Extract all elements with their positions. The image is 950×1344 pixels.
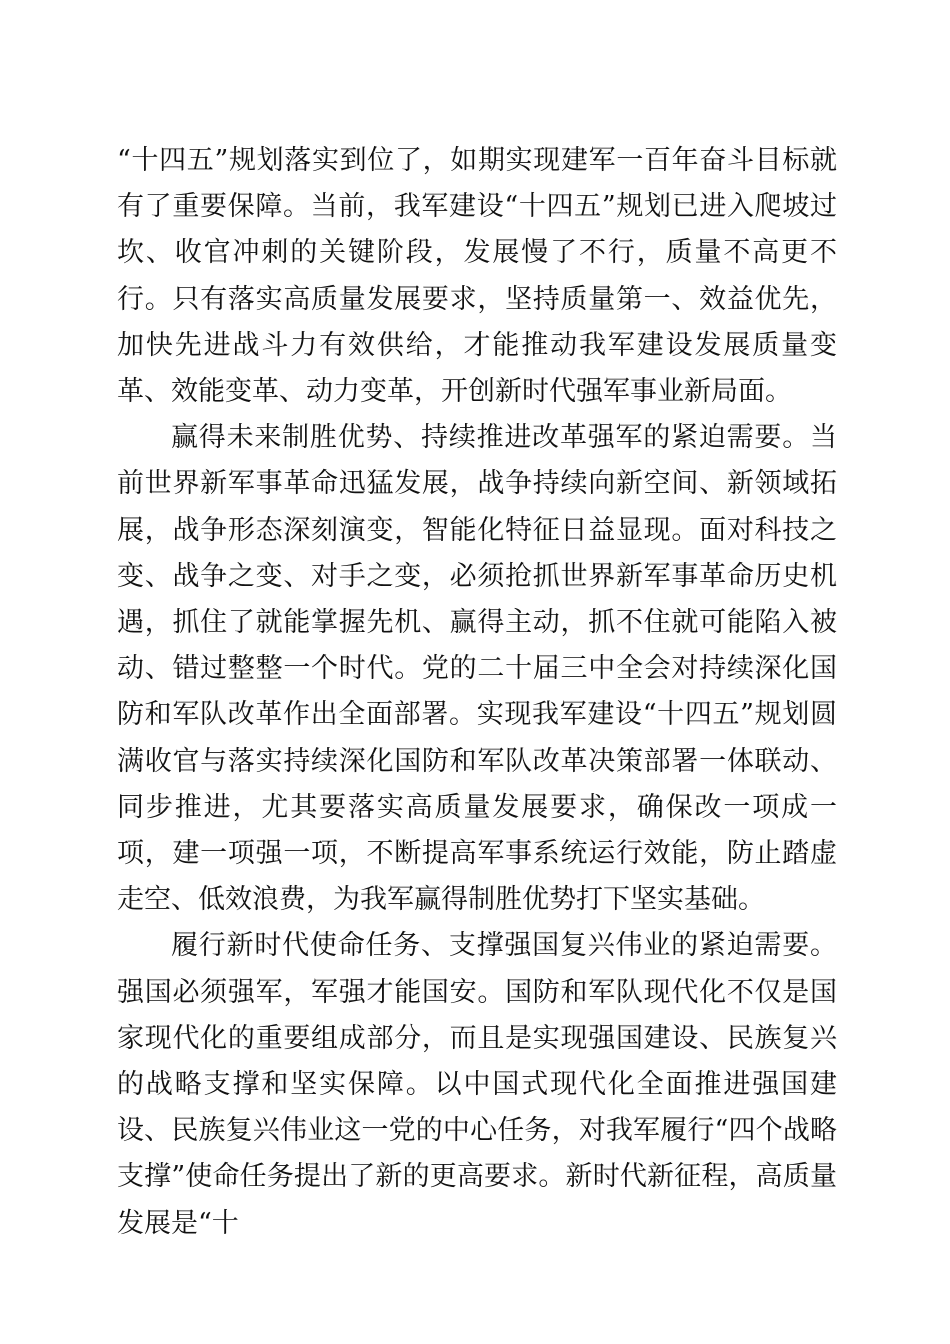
paragraph-3: 履行新时代使命任务、支撑强国复兴伟业的紧迫需要。强国必须强军，军强才能国安。国防和军队现代化不仅是国家现代化的重要组成部分，而且是实现强国建设、民族复兴的战略支撑和坚实保障。以中国式现代化全面推进强国建设、民族复兴伟业这一党的中心任务，对我军履行“四个战略支撑”使命任务提出了新的更高要求。新时代新征程，高质量发展是“十 [117,930,837,1239]
paragraph-1: “十四五”规划落实到位了，如期实现建军一百年奋斗目标就有了重要保障。当前，我军建设“十四五”规划已进入爬坡过坎、收官冲刺的关键阶段，发展慢了不行，质量不高更不行。只有落实高质量发展要求，坚持质量第一、效益优先，加快先进战斗力有效供给，才能推动我军建设发展质量变革、效能变革、动力变革，开创新时代强军事业新局面。 [117,145,837,408]
paragraph-2: 赢得未来制胜优势、持续推进改革强军的紧迫需要。当前世界新军事革命迅猛发展，战争持续向新空间、新领域拓展，战争形态深刻演变，智能化特征日益显现。面对科技之变、战争之变、对手之变，必须抢抓世界新军事革命历史机遇，抓住了就能掌握先机、赢得主动，抓不住就可能陷入被动、错过整整一个时代。党的二十届三中全会对持续深化国防和军队改革作出全面部署。实现我军建设“十四五”规划圆满收官与落实持续深化国防和军队改革决策部署一体联动、同步推进，尤其要落实高质量发展要求，确保改一项成一项，建一项强一项，不断提高军事系统运行效能，防止踏虚走空、低效浪费，为我军赢得制胜优势打下坚实基础。 [117,422,837,916]
document-body [117,138,837,1247]
